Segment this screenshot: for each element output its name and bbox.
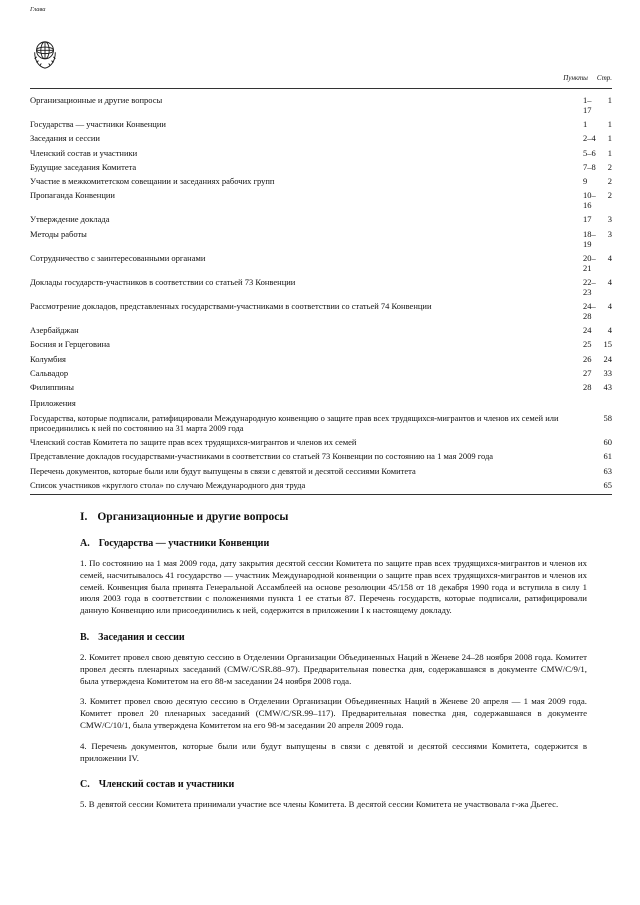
section-heading (80, 779, 587, 790)
toc-entry-page: 1 (607, 133, 612, 144)
toc-row (30, 133, 612, 143)
toc-entry-paras: 17 (583, 214, 592, 225)
toc-entry-page: 43 (603, 382, 612, 392)
toc-row (30, 480, 612, 490)
chapter-heading (80, 511, 587, 523)
toc-entry-page: 4 (607, 276, 612, 287)
toc-entry-page: 24 (603, 353, 612, 364)
toc-row (30, 301, 612, 321)
page-corner-note: Глава (30, 6, 46, 13)
toc-entry-paras: 1–17 (583, 95, 592, 115)
section-title: Заседания и сессии (98, 631, 185, 643)
toc-column-headers (563, 74, 612, 82)
toc-rows (30, 95, 612, 392)
toc-entry-title: Филиппины (30, 382, 74, 392)
toc-entry-title: Участие в межкомитетском совещании и заседаниях рабочих групп (30, 175, 275, 186)
toc-entry-title: Босния и Герцеговина (30, 339, 110, 350)
body-paragraph: 4. Перечень документов, которые были или будут выпущены в связи с девятой и десятой сессиями Комитета, содержится в приложении IV. (80, 740, 587, 763)
body-paragraph: 1. По состоянию на 1 мая 2009 года, дату закрытия десятой сессии Комитета по защите прав всех трудящихся-мигрантов и членов их семей, насчитывалось 41 государство — участник Международной конвенции о защите прав всех трудящихся-мигрантов и членов их семей. Конвенция была принята Генеральной Ассамблеей на основе резолюции 45/158 от 18 декабря 1990 года и вступила в силу 1 июля 2003 года в соответствии с положениями пункта 1 ее статьи 87. Перечень государств, которые подписали, ратифицировали данную Конвенцию или присоединились к ней, содержится в приложении I к настоящему докладу. (80, 557, 587, 616)
toc-entry-title: Сотрудничество с заинтересованными органами (30, 252, 206, 263)
sections (80, 538, 587, 811)
toc-row (30, 451, 612, 461)
toc-bottom-rule (30, 494, 612, 495)
section-title: Государства — участники Конвенции (98, 537, 270, 549)
toc-entry-page: 2 (607, 175, 612, 186)
toc-entry-title: Утверждение доклада (30, 214, 110, 225)
header-rule (30, 88, 612, 89)
toc-entry-title: Колумбия (30, 353, 66, 364)
page-header (30, 0, 612, 88)
annex-entry-page: 58 (603, 413, 612, 423)
toc-row (30, 277, 612, 297)
annex-entry-title: Список участников «круглого стола» по случаю Международного дня труда (30, 479, 306, 490)
toc-entry-paras: 28 (583, 382, 592, 392)
toc-entry-paras: 26 (583, 353, 592, 364)
toc-entry-title: Рассмотрение докладов, представленных государствами-участниками в соответствии со статьей 74 Конвенции (30, 301, 432, 312)
body-paragraph: 5. В девятой сессии Комитета принимали участие все члены Комитета. В десятой сессии Комитета не участвовала г-жа Дьегес. (80, 799, 559, 810)
section-heading (80, 538, 587, 549)
annex-entry-page: 60 (603, 437, 612, 448)
toc-entry-title: Заседания и сессии (30, 133, 100, 144)
body-paragraph: 2. Комитет провел свою девятую сессию в Отделении Организации Объединенных Наций в Женеве 24–28 ноября 2008 года. Комитет провел десять пленарных заседаний (CMW/C/SR.88–97). Предварительная повестка дня, содержавшаяся в документе CMW/C/9/1, была утверждена Комитетом на его 88-м заседании 24 ноября 2008 года. (80, 651, 587, 686)
toc-entry-title: Пропаганда Конвенции (30, 190, 115, 201)
annex-entry-title: Членский состав Комитета по защите прав всех трудящихся-мигрантов и членов их семей (30, 437, 357, 448)
toc-entry-paras: 22–23 (583, 276, 596, 297)
toc-entry-paras: 20–21 (583, 252, 596, 273)
section-letter: B. (80, 631, 90, 643)
toc-entry-title: Организационные и другие вопросы (30, 95, 163, 105)
paras-column-label: Пункты (563, 74, 588, 82)
toc-row (30, 368, 612, 378)
section-heading (80, 632, 587, 643)
section-letter: A. (80, 537, 90, 549)
toc-entry-paras: 18–19 (583, 228, 596, 249)
toc-entry-page: 1 (607, 95, 612, 105)
toc-row (30, 119, 612, 129)
annex-entry-title: Представление докладов государствами-участниками в соответствии со статьей 73 Конвенции по состоянию на 1 мая 2009 года (30, 451, 494, 462)
section-letter: C. (80, 779, 90, 791)
toc-row (30, 176, 612, 186)
toc-entry-paras: 9 (583, 175, 588, 186)
toc-row (30, 190, 612, 210)
chapter-number: I. (80, 510, 88, 523)
toc-row (30, 413, 612, 433)
annex-entry-title: Государства, которые подписали, ратифицировали Международную конвенцию о защите прав всех трудящихся-мигрантов и членов их семей или присоединились к ней по состоянию на 31 марта 2009 года (30, 413, 559, 433)
toc-row (30, 382, 612, 392)
annex-rows (30, 413, 612, 490)
toc-row (30, 214, 612, 224)
toc-row (30, 325, 612, 335)
toc-entry-page: 4 (607, 325, 612, 336)
toc-entry-paras: 27 (583, 367, 592, 378)
annex-entry-title: Перечень документов, которые были или будут выпущены в связи с девятой и десятой сессиями Комитета (30, 465, 416, 476)
toc-entry-title: Сальвадор (30, 367, 69, 378)
un-emblem-icon (30, 38, 60, 72)
toc-entry-title: Методы работы (30, 228, 87, 239)
toc-row (30, 466, 612, 476)
toc-row (30, 354, 612, 364)
toc-entry-page: 4 (607, 252, 612, 263)
toc-entry-paras: 5–6 (583, 147, 596, 158)
toc-row (30, 398, 612, 408)
toc-entry-paras: 1 (583, 119, 588, 130)
annex-section-header: Приложения (30, 398, 76, 408)
toc-entry-title: Азербайджан (30, 325, 79, 336)
toc-row (30, 162, 612, 172)
section-title: Членский состав и участники (98, 779, 235, 791)
document-body (80, 511, 587, 811)
toc-entry-page: 1 (607, 119, 612, 130)
toc-entry-title: Будущие заседания Комитета (30, 161, 137, 172)
toc-entry-title: Государства — участники Конвенции (30, 119, 166, 130)
toc-entry-paras: 2–4 (583, 133, 596, 144)
toc-entry-paras: 24 (583, 325, 592, 336)
toc-entry-paras: 25 (583, 339, 592, 350)
toc-row (30, 437, 612, 447)
toc-entry-page: 2 (607, 190, 612, 201)
toc-entry-title: Членский состав и участники (30, 147, 138, 158)
toc-entry-page: 33 (603, 367, 612, 378)
toc-row (30, 253, 612, 273)
toc-entry-paras: 24–28 (583, 301, 596, 322)
toc-entry-paras: 10–16 (583, 190, 596, 211)
toc-entry-page: 2 (607, 161, 612, 172)
toc-entry-page: 3 (607, 228, 612, 239)
page-column-label: Стр. (596, 74, 612, 82)
toc-entry-page: 1 (607, 147, 612, 158)
toc-entry-title: Доклады государств-участников в соответствии со статьей 73 Конвенции (30, 276, 296, 287)
toc-row (30, 339, 612, 349)
annex-entry-page: 61 (603, 451, 612, 462)
toc-entry-page: 15 (603, 339, 612, 350)
annex-entry-page: 65 (603, 479, 612, 490)
annex-entry-page: 63 (603, 465, 612, 476)
toc-row (30, 95, 612, 115)
chapter-title: Организационные и другие вопросы (97, 510, 289, 523)
toc-row (30, 229, 612, 249)
toc-entry-page: 3 (607, 214, 612, 225)
body-paragraph: 3. Комитет провел свою десятую сессию в Отделении Организации Объединенных Наций в Женеве 20 апреля — 1 мая 2009 года. Комитет провел 20 пленарных заседаний (CMW/C/SR.99–117). Предварительная повестка дня, содержавшаяся в документе CMW/C/10/1, была утверждена Комитетом на его 98-м заседании 20 апреля 2009 года. (80, 696, 587, 730)
toc-row (30, 148, 612, 158)
toc-entry-page: 4 (607, 301, 612, 312)
toc-entry-paras: 7–8 (583, 161, 596, 172)
table-of-contents (30, 95, 612, 495)
